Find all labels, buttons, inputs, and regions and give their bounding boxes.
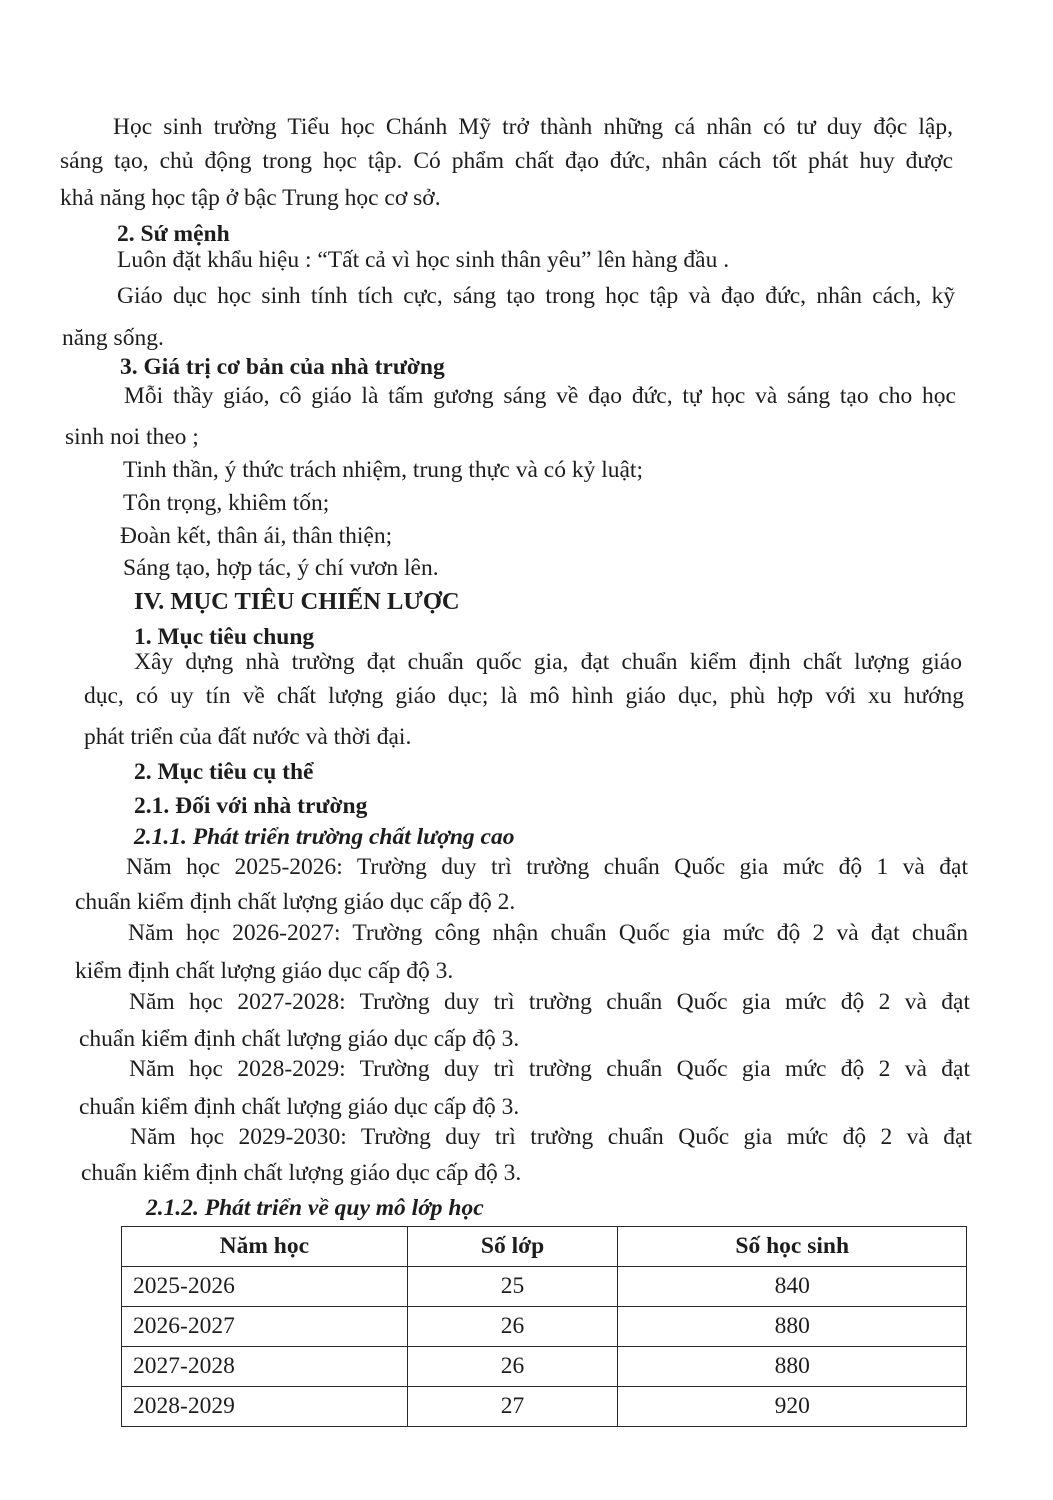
class-scale-heading: 2.1.2. Phát triển về quy mô lớp học [146, 1195, 484, 1221]
general-goal-line-2: dục, có uy tín về chất lượng giáo dục; là mô hình giáo dục, phù hợp với xu hướng [84, 683, 964, 709]
cell-student-count: 880 [618, 1347, 967, 1387]
mission-heading: 2. Sứ mệnh [117, 221, 230, 247]
cell-class-count: 26 [407, 1307, 618, 1347]
values-line-1: Mỗi thầy giáo, cô giáo là tấm gương sáng về đạo đức, tự học và sáng tạo cho học [124, 383, 956, 409]
column-header-school-year: Năm học [122, 1227, 408, 1267]
vision-line-2: sáng tạo, chủ động trong học tập. Có phẩm chất đạo đức, nhân cách tốt phát huy được [60, 148, 953, 174]
cell-school-year: 2028-2029 [122, 1387, 408, 1427]
year-2028-line-2: chuẩn kiểm định chất lượng giáo dục cấp độ 3. [79, 1094, 520, 1120]
table-row [122, 1307, 967, 1347]
cell-class-count: 26 [407, 1347, 618, 1387]
table-row [122, 1387, 967, 1427]
year-2027-line-2: chuẩn kiểm định chất lượng giáo dục cấp độ 3. [79, 1026, 520, 1052]
table-row [122, 1267, 967, 1307]
year-2027-line-1: Năm học 2027-2028: Trường duy trì trường chuẩn Quốc gia mức độ 2 và đạt [129, 989, 970, 1015]
mission-line-2: Giáo dục học sinh tính tích cực, sáng tạo trong học tập và đạo đức, nhân cách, kỹ [117, 283, 955, 309]
quality-school-heading: 2.1.1. Phát triển trường chất lượng cao [134, 824, 515, 850]
class-scale-table [121, 1226, 967, 1427]
cell-student-count: 880 [618, 1307, 967, 1347]
year-2029-line-1: Năm học 2029-2030: Trường duy trì trường chuẩn Quốc gia mức độ 2 và đạt [130, 1124, 972, 1150]
year-2025-line-2: chuẩn kiểm định chất lượng giáo dục cấp độ 2. [75, 889, 516, 915]
general-goal-line-3: phát triển của đất nước và thời đại. [84, 724, 412, 750]
cell-class-count: 27 [407, 1387, 618, 1427]
general-goal-line-1: Xây dựng nhà trường đạt chuẩn quốc gia, đạt chuẩn kiểm định chất lượng giáo [134, 649, 962, 675]
values-line-4: Tôn trọng, khiêm tốn; [123, 490, 330, 516]
cell-class-count: 25 [407, 1267, 618, 1307]
cell-student-count: 920 [618, 1387, 967, 1427]
specific-goal-heading: 2. Mục tiêu cụ thể [134, 759, 314, 785]
values-line-3: Tinh thần, ý thức trách nhiệm, trung thực và có kỷ luật; [123, 457, 643, 483]
column-header-student-count: Số học sinh [618, 1227, 967, 1267]
section-iv-heading: IV. MỤC TIÊU CHIẾN LƯỢC [134, 588, 460, 615]
table-header-row [122, 1227, 967, 1267]
year-2025-line-1: Năm học 2025-2026: Trường duy trì trường chuẩn Quốc gia mức độ 1 và đạt [126, 854, 968, 880]
values-line-5: Đoàn kết, thân ái, thân thiện; [120, 523, 393, 549]
values-heading: 3. Giá trị cơ bản của nhà trường [120, 354, 445, 380]
year-2026-line-1: Năm học 2026-2027: Trường công nhận chuẩn Quốc gia mức độ 2 và đạt chuẩn [128, 920, 968, 946]
values-line-6: Sáng tạo, hợp tác, ý chí vươn lên. [123, 555, 439, 581]
vision-line-3: khả năng học tập ở bậc Trung học cơ sở. [60, 185, 441, 211]
cell-student-count: 840 [618, 1267, 967, 1307]
year-2028-line-1: Năm học 2028-2029: Trường duy trì trường chuẩn Quốc gia mức độ 2 và đạt [129, 1056, 970, 1082]
table-row [122, 1347, 967, 1387]
vision-line-1: Học sinh trường Tiểu học Chánh Mỹ trở thành những cá nhân có tư duy độc lập, [113, 114, 953, 140]
values-line-2: sinh noi theo ; [65, 424, 199, 450]
mission-line-1: Luôn đặt khẩu hiệu : “Tất cả vì học sinh thân yêu” lên hàng đầu . [117, 247, 730, 273]
cell-school-year: 2027-2028 [122, 1347, 408, 1387]
cell-school-year: 2026-2027 [122, 1307, 408, 1347]
general-goal-heading: 1. Mục tiêu chung [134, 624, 315, 650]
school-heading: 2.1. Đối với nhà trường [134, 793, 368, 819]
cell-school-year: 2025-2026 [122, 1267, 408, 1307]
mission-line-3: năng sống. [62, 325, 164, 351]
year-2029-line-2: chuẩn kiểm định chất lượng giáo dục cấp độ 3. [81, 1160, 522, 1186]
year-2026-line-2: kiểm định chất lượng giáo dục cấp độ 3. [75, 958, 454, 984]
column-header-class-count: Số lớp [407, 1227, 618, 1267]
